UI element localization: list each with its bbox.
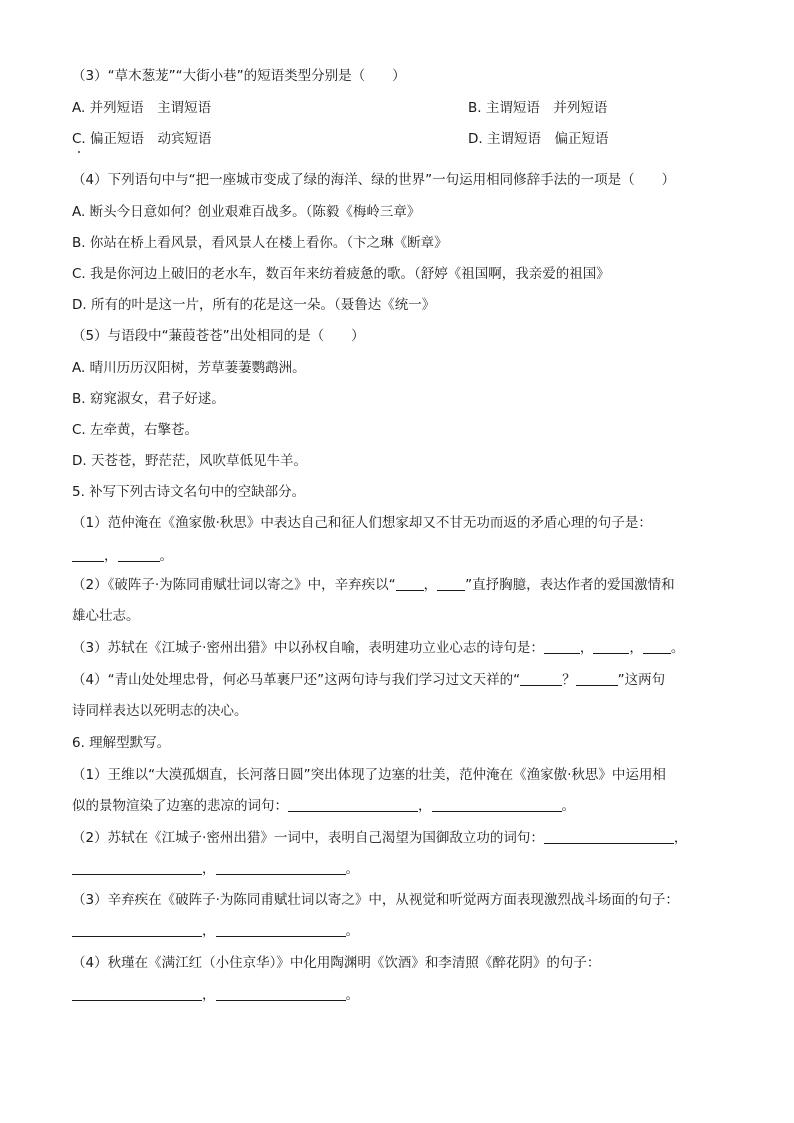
answer-blank[interactable] <box>216 986 346 1001</box>
section5-title: 5. 补写下列古诗文名句中的空缺部分。 <box>72 484 306 500</box>
q3-option-a: A. 并列短语 主谓短语 <box>72 100 212 116</box>
q3-options-row2 <box>72 129 722 149</box>
section6-title: 6. 理解型默写。 <box>72 735 171 751</box>
q3-option-c: C. 偏正短语 动宾短语 <box>72 131 212 147</box>
q5-option-b: B. 窈窕淑女，君子好逑。 <box>72 391 225 407</box>
s6-item2: （2）苏轼在《江城子·密州出猎》一词中，表明自己渴望为国御敌立功的词句： ， <box>72 830 688 846</box>
q4-option-b: B. 你站在桥上看风景，看风景人在楼上看你。（卞之琳《断章》 <box>72 235 448 251</box>
q4-option-d: D. 所有的叶是这一片，所有的花是这一朵。（聂鲁达《统一》 <box>72 297 436 313</box>
s6-item3: （3）辛弃疾在《破阵子·为陈同甫赋壮词以寄之》中，从视觉和听觉两方面表现激烈战斗场面的句子： <box>72 892 679 908</box>
s6-item3-answer: ， 。 <box>72 921 722 941</box>
q4-stem: （4）下列语句中与“把一座城市变成了绿的海洋、绿的世界”一句运用相同修辞手法的一项是（ ） <box>72 172 676 188</box>
s5-item3: （3）苏轼在《江城子·密州出猎》中以孙权自喻，表明建功立业心志的诗句是： ， ， 。 <box>72 640 685 656</box>
s5-item4: （4）“青山处处埋忠骨，何必马革裹尸还”这两句诗与我们学习过文天祥的“ ？ ”这两句 <box>72 672 666 688</box>
answer-blank[interactable] <box>72 986 202 1001</box>
answer-blank[interactable] <box>216 860 346 875</box>
s6-item4-answer: ， 。 <box>72 985 722 1005</box>
answer-blank[interactable] <box>437 576 465 591</box>
s5-item1: （1）范仲淹在《渔家傲·秋思》中表达自己和征人们想家却又不甘无功而返的矛盾心理的句子是： <box>72 515 652 531</box>
s5-item2: （2）《破阵子·为陈同甫赋壮词以寄之》中，辛弃疾以“ ， ”直抒胸臆，表达作者的爱国激情和 <box>72 577 675 593</box>
s5-item4-cont: 诗同样表达以死明志的决心。 <box>72 703 248 719</box>
q3-option-b: B. 主谓短语 并列短语 <box>468 100 608 116</box>
q3-option-d: D. 主谓短语 偏正短语 <box>468 131 609 147</box>
q3-stem: （3）“草木葱茏”“大街小巷”的短语类型分别是（ ） <box>72 68 406 84</box>
answer-blank[interactable] <box>118 547 160 562</box>
answer-blank[interactable] <box>72 547 104 562</box>
answer-blank[interactable] <box>544 829 674 844</box>
answer-blank[interactable] <box>216 922 346 937</box>
stray-dot <box>78 151 80 153</box>
q4-option-c: C. 我是你河边上破旧的老水车，数百年来纺着疲惫的歌。（舒婷《祖国啊，我亲爱的祖国》 <box>72 266 610 282</box>
answer-blank[interactable] <box>72 922 202 937</box>
answer-blank[interactable] <box>544 639 580 654</box>
answer-blank[interactable] <box>288 797 418 812</box>
answer-blank[interactable] <box>72 860 202 875</box>
q5-option-c: C. 左牵黄，右擎苍。 <box>72 422 199 438</box>
q4-option-a: A. 断头今日意如何？创业艰难百战多。（陈毅《梅岭三章》 <box>72 204 421 220</box>
answer-blank[interactable] <box>396 576 424 591</box>
answer-blank[interactable] <box>593 639 629 654</box>
answer-blank[interactable] <box>432 797 562 812</box>
q3-options-row1 <box>72 98 722 118</box>
s6-item1-answer: 似的景物渲染了边塞的悲凉的词句： ， 。 <box>72 798 575 814</box>
s6-item4: （4）秋瑾在《满江红（小住京华）》中化用陶渊明《饮酒》和李清照《醉花阴》的句子： <box>72 955 601 971</box>
q5-stem: （5）与语段中“蒹葭苍苍”出处相同的是（ ） <box>72 328 365 344</box>
answer-blank[interactable] <box>576 671 618 686</box>
s5-item2-cont: 雄心壮志。 <box>72 608 140 624</box>
s5-item1-answer: ， 。 <box>72 546 722 566</box>
q5-option-d: D. 天苍苍，野茫茫，风吹草低见牛羊。 <box>72 453 307 469</box>
s6-item2-answer: ， 。 <box>72 859 722 879</box>
q5-option-a: A. 晴川历历汉阳树，芳草萋萋鹦鹉洲。 <box>72 360 306 376</box>
answer-blank[interactable] <box>520 671 562 686</box>
answer-blank[interactable] <box>643 639 671 654</box>
s6-item1: （1）王维以“大漠孤烟直，长河落日圆”突出体现了边塞的壮美，范仲淹在《渔家傲·秋思》中运用相 <box>72 767 666 783</box>
